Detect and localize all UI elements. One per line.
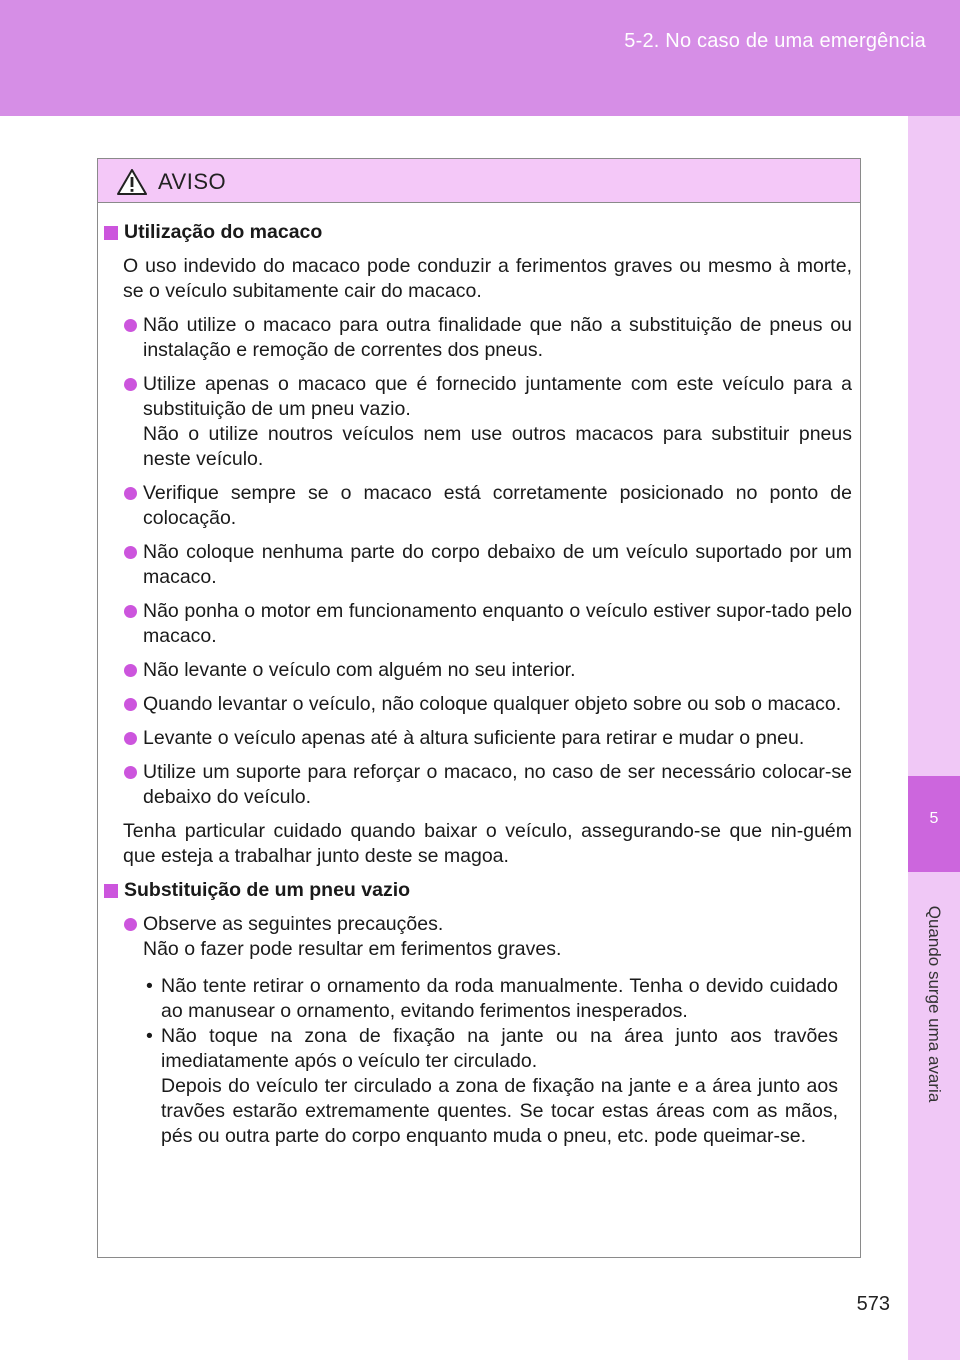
list-item-text: Utilize um suporte para reforçar o macaco, no caso de ser necessário colocar-se debaixo do veículo.: [143, 761, 852, 808]
list-item: [104, 760, 852, 810]
list-item: [104, 540, 852, 590]
section-heading-text: Utilização do macaco: [124, 221, 323, 243]
subnote-continuation: [142, 1074, 852, 1149]
warning-header: [98, 159, 860, 203]
warning-box: [97, 158, 861, 1258]
list-item-text: Não ponha o motor em funcionamento enquanto o veículo estiver supor-tado pelo macaco.: [143, 600, 852, 647]
circle-bullet-icon: [124, 319, 137, 332]
list-item-text: Não coloque nenhuma parte do corpo debaixo de um veículo suportado por um macaco.: [143, 541, 852, 588]
list-item: [104, 313, 852, 363]
paragraph: O uso indevido do macaco pode conduzir a ferimentos graves ou mesmo à morte, se o veículo subitamente cair do macaco.: [123, 255, 852, 302]
circle-bullet-icon: [124, 378, 137, 391]
list-item-text: Verifique sempre se o macaco está corretamente posicionado no ponto de colocação.: [143, 482, 852, 529]
chapter-tab: [908, 776, 960, 872]
list-item: [104, 726, 852, 751]
list-item-continuation: [104, 422, 852, 472]
dot-bullet-icon: •: [146, 1025, 153, 1047]
list-item: [104, 912, 852, 937]
warning-title: AVISO: [158, 169, 227, 194]
list-item: [104, 692, 852, 717]
list-item-text: Levante o veículo apenas até à altura suficiente para retirar e mudar o pneu.: [143, 727, 805, 749]
section-heading-text: Substituição de um pneu vazio: [124, 879, 411, 901]
list-item-continuation: [104, 937, 852, 962]
list-item: [104, 372, 852, 422]
subnote-text: Não tente retirar o ornamento da roda manualmente. Tenha o devido cuidado ao manusear o ornamento, evitando ferimentos inesperados.: [161, 975, 838, 1022]
list-item-text: Utilize apenas o macaco que é fornecido juntamente com este veículo para a substituição de um pneu vazio.: [143, 373, 852, 420]
list-item-text: Observe as seguintes precauções.: [143, 913, 444, 935]
warning-triangle-icon: [117, 169, 147, 195]
list-item: [104, 658, 852, 683]
header-band: [0, 0, 960, 116]
circle-bullet-icon: [124, 605, 137, 618]
square-bullet-icon: [104, 884, 118, 898]
list-item-text: Não o utilize noutros veículos nem use outros macacos para substituir pneus neste veículo.: [143, 423, 852, 470]
page-number: 573: [856, 1293, 890, 1315]
list-item-text: Não utilize o macaco para outra finalidade que não a substituição de pneus ou instalação e remoção de correntes dos pneus.: [143, 314, 852, 361]
subnote-list: [104, 974, 852, 1149]
list-item-text: Quando levantar o veículo, não coloque qualquer objeto sobre ou sob o macaco.: [143, 693, 842, 715]
circle-bullet-icon: [124, 546, 137, 559]
dot-bullet-icon: •: [146, 975, 153, 997]
chapter-title-tab: [908, 872, 960, 1132]
circle-bullet-icon: [124, 732, 137, 745]
paragraph: Tenha particular cuidado quando baixar o veículo, assegurando-se que nin-guém que esteja a trabalhar junto deste se magoa.: [123, 820, 852, 867]
subnote-item: [142, 974, 852, 1024]
list-item: [104, 481, 852, 531]
subnote-text: Não toque na zona de fixação na jante ou na área junto aos travões imediatamente após o veículo ter circulado.: [161, 1025, 838, 1072]
section-heading: [104, 220, 852, 245]
circle-bullet-icon: [124, 766, 137, 779]
circle-bullet-icon: [124, 664, 137, 677]
section-title: 5-2. No caso de uma emergência: [624, 30, 926, 52]
square-bullet-icon: [104, 226, 118, 240]
section-heading: [104, 878, 852, 903]
chapter-number: 5: [929, 810, 939, 827]
list-item: [104, 599, 852, 649]
list-item-text: Não levante o veículo com alguém no seu interior.: [143, 659, 576, 681]
list-item-text: Não o fazer pode resultar em ferimentos graves.: [143, 938, 562, 960]
subnote-item: [142, 1024, 852, 1074]
subnote-text: Depois do veículo ter circulado a zona de fixação na jante e a área junto aos travões estarão extremamente quentes. Se tocar estas áreas com as mãos, pés ou outra parte do corpo enquanto muda o pneu, etc. pode queimar-se.: [161, 1075, 838, 1147]
chapter-title: Quando surge uma avaria: [925, 905, 944, 1103]
warning-body: [98, 203, 860, 1149]
side-tab-upper: [908, 116, 960, 776]
circle-bullet-icon: [124, 698, 137, 711]
circle-bullet-icon: [124, 918, 137, 931]
circle-bullet-icon: [124, 487, 137, 500]
